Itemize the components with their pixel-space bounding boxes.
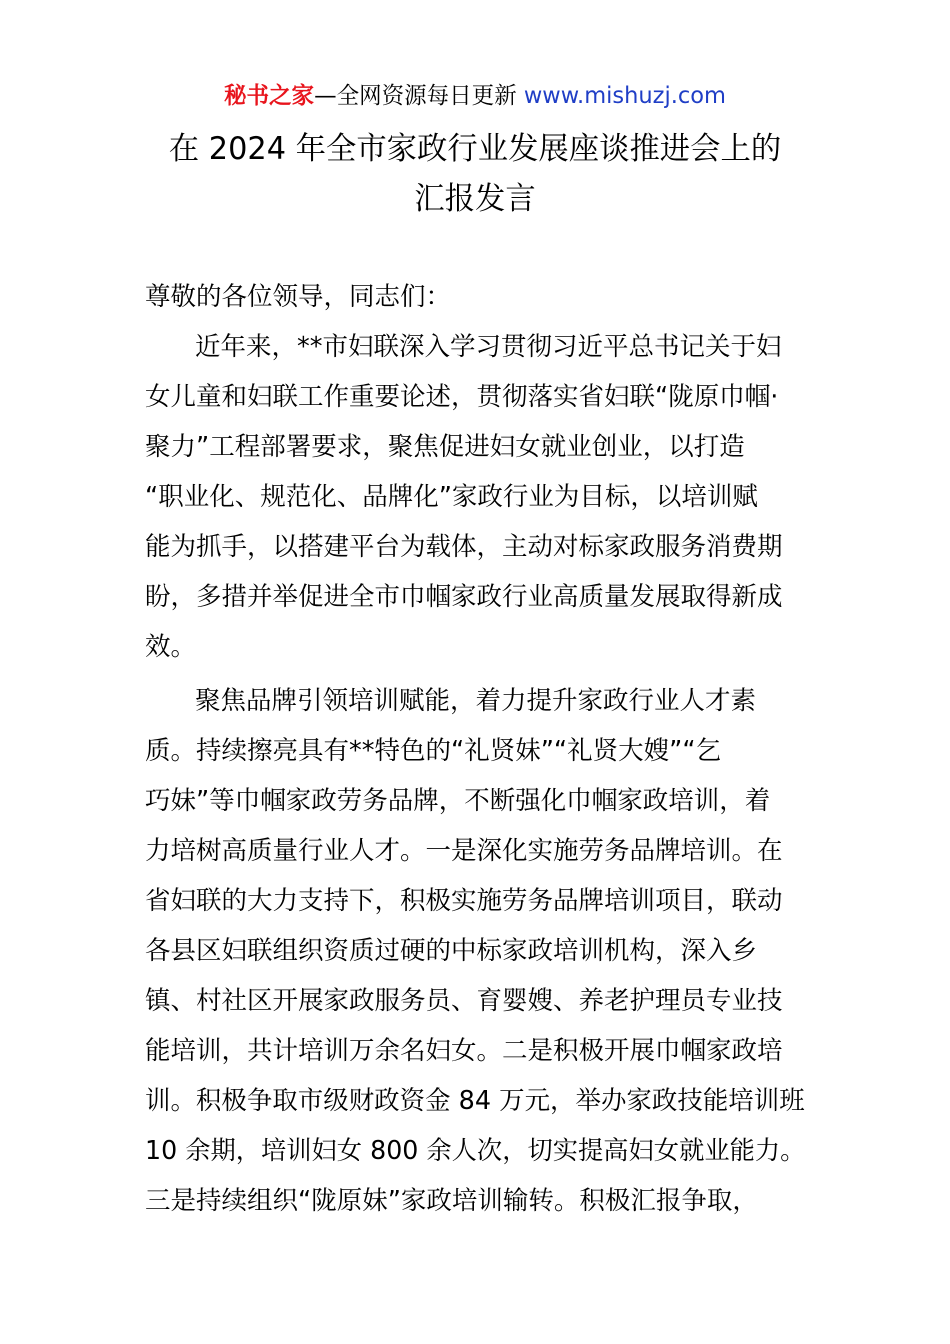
salutation: 尊敬的各位领导，同志们： (145, 282, 452, 312)
paragraph-line: 质。持续擦亮具有**特色的“礼贤妹”“礼贤大嫂”“乞 (145, 736, 722, 766)
paragraph-line: 巧妹”等巾帼家政劳务品牌，不断强化巾帼家政培训，着 (145, 786, 771, 816)
paragraph-line: 训。积极争取市级财政资金 84 万元，举办家政技能培训班 (145, 1086, 805, 1116)
paragraph-line: 力培树高质量行业人才。一是深化实施劳务品牌培训。在 (145, 836, 783, 866)
paragraph-line: 三是持续组织“陇原妹”家政培训输转。积极汇报争取， (145, 1186, 758, 1216)
document-title (0, 124, 950, 224)
paragraph-line: 省妇联的大力支持下，积极实施劳务品牌培训项目，联动 (145, 886, 783, 916)
site-name: 秘书之家 (224, 83, 315, 109)
paragraph-line: 各县区妇联组织资质过硬的中标家政培训机构，深入乡 (145, 936, 758, 966)
title-line-1: 在 2024 年全市家政行业发展座谈推进会上的 (168, 131, 782, 167)
paragraph-line: 镇、村社区开展家政服务员、育婴嫂、养老护理员专业技 (145, 986, 783, 1016)
title-line-2: 汇报发言 (414, 181, 536, 217)
site-url-link[interactable]: www.mishuzj.com (523, 83, 726, 109)
paragraph-line: 能为抓手，以搭建平台为载体，主动对标家政服务消费期 (145, 532, 783, 562)
paragraph-line: 盼，多措并举促进全市巾帼家政行业高质量发展取得新成 (145, 582, 783, 612)
paragraph-line: 女儿童和妇联工作重要论述，贯彻落实省妇联“陇原巾帼· (145, 382, 779, 412)
site-tagline: —全网资源每日更新 (314, 83, 517, 109)
site-header (10, 80, 940, 112)
paragraph-line: 能培训，共计培训万余名妇女。二是积极开展巾帼家政培 (145, 1036, 783, 1066)
paragraph-line: 聚焦品牌引领培训赋能，着力提升家政行业人才素 (195, 686, 757, 716)
paragraph-line: “职业化、规范化、品牌化”家政行业为目标，以培训赋 (145, 482, 758, 512)
paragraph-line: 聚力”工程部署要求，聚焦促进妇女就业创业，以打造 (145, 432, 745, 462)
paragraph-line: 效。 (145, 632, 197, 662)
paragraph-line: 近年来，**市妇联深入学习贯彻习近平总书记关于妇 (195, 332, 782, 362)
paragraph-line: 10 余期，培训妇女 800 余人次，切实提高妇女就业能力。 (145, 1136, 806, 1166)
